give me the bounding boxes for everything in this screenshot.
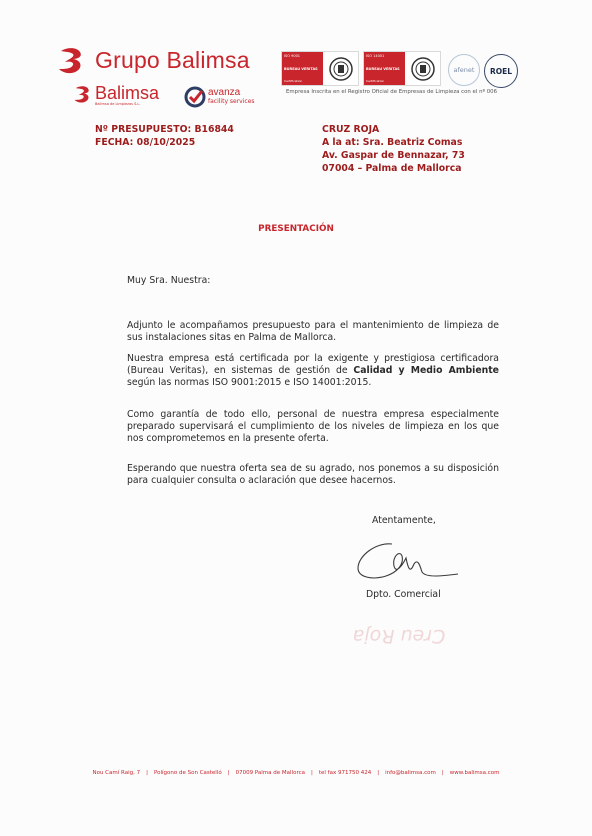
footer-address-1: Nou Camí Raig, 7: [92, 770, 141, 776]
budget-date: FECHA: 08/10/2025: [95, 137, 196, 148]
afenet-logo: [448, 54, 480, 86]
afenet-label: afenet: [453, 66, 475, 74]
salutation: Muy Sra. Nuestra:: [127, 275, 211, 286]
footer-email[interactable]: info@balimsa.com: [385, 770, 436, 776]
footer-website[interactable]: www.balimsa.com: [449, 770, 500, 776]
footer-address-2: Polígono de Son Castelló: [153, 770, 222, 776]
footer-address-3: 07009 Palma de Mallorca: [235, 770, 305, 776]
bureau-veritas-seal-icon: [410, 56, 436, 82]
addressee-city: 07004 – Palma de Mallorca: [322, 163, 462, 174]
cert-iso-label: ISO 9001: [284, 54, 301, 58]
addressee-org: CRUZ ROJA: [322, 124, 380, 135]
red-cross-stamp: Creu Roja: [352, 625, 446, 647]
cert-body-label: BUREAU VERITAS: [366, 66, 400, 71]
bureau-veritas-seal-icon: [328, 56, 354, 82]
budget-number: Nº PRESUPUESTO: B16844: [95, 124, 234, 135]
addressee-street: Av. Gaspar de Bennazar, 73: [322, 150, 465, 161]
avanza-logo: [184, 85, 255, 109]
paragraph-certification-text-a: Nuestra empresa está certificada por la exigente y prestigiosa certificadora (Bureau Veritas), en sistemas de gestión de: [127, 353, 499, 377]
paragraph-certification: [127, 353, 499, 389]
balimsa-b-mark-icon: [55, 45, 89, 75]
handwritten-signature: [352, 536, 464, 586]
balimsa-logo: [72, 84, 159, 110]
paragraph-certification-text-b: según las normas ISO 9001:2015 e ISO 14001:2015.: [127, 377, 372, 389]
avanza-check-icon: [184, 86, 206, 108]
footer-phone: tel fax 971750 424: [318, 770, 372, 776]
cert-badge-iso14001: [363, 51, 441, 86]
sub-brand-name: Balimsa: [95, 83, 160, 103]
roel-logo: [484, 54, 518, 88]
brand-name: Grupo Balimsa: [95, 46, 250, 73]
cert-badge-iso9001: [281, 51, 359, 86]
department-signoff: Dpto. Comercial: [366, 589, 441, 600]
avanza-tagline: facility services: [208, 98, 255, 105]
page-title: PRESENTACIÓN: [258, 224, 334, 234]
avanza-name: avanza: [208, 87, 241, 98]
paragraph-intro: Adjunto le acompañamos presupuesto para el mantenimiento de limpieza de sus instalaciones sitas en Palma de Mallorca.: [127, 320, 499, 344]
paragraph-certification-bold: Calidad y Medio Ambiente: [353, 365, 499, 377]
balimsa-small-mark-icon: [72, 84, 94, 104]
registry-note: Empresa Inscrita en el Registro Oficial de Empresas de Limpieza con el nº 006: [286, 89, 498, 95]
addressee-block: [322, 123, 465, 175]
cert-type-label: Certification: [284, 79, 303, 83]
roel-label: ROEL: [489, 66, 513, 76]
cert-iso-label: ISO 14001: [366, 54, 385, 58]
paragraph-closing: Esperando que nuestra oferta sea de su agrado, nos ponemos a su disposición para cualquier consulta o aclaración que desee hacernos.: [127, 463, 499, 487]
paragraph-guarantee: Como garantía de todo ello, personal de nuestra empresa especialmente preparado supervisará el cumplimiento de los niveles de limpieza en los que nos comprometemos en la presente oferta.: [127, 409, 499, 445]
footer: Nou Camí Raig, 7 | Polígono de Son Castelló | 07009 Palma de Mallorca | tel fax 971750 424 | info@balimsa.com | www.balimsa.com: [92, 770, 500, 776]
cert-body-label: BUREAU VERITAS: [284, 66, 318, 71]
sub-brand-tagline: Balimsa de Limpiezas S.L.: [95, 102, 141, 106]
grupo-balimsa-logo: [55, 44, 250, 76]
reference-block: [95, 123, 234, 149]
cert-type-label: Certification: [366, 79, 385, 83]
closing-phrase: Atentamente,: [372, 515, 436, 526]
addressee-attn: A la at: Sra. Beatriz Comas: [322, 137, 463, 148]
